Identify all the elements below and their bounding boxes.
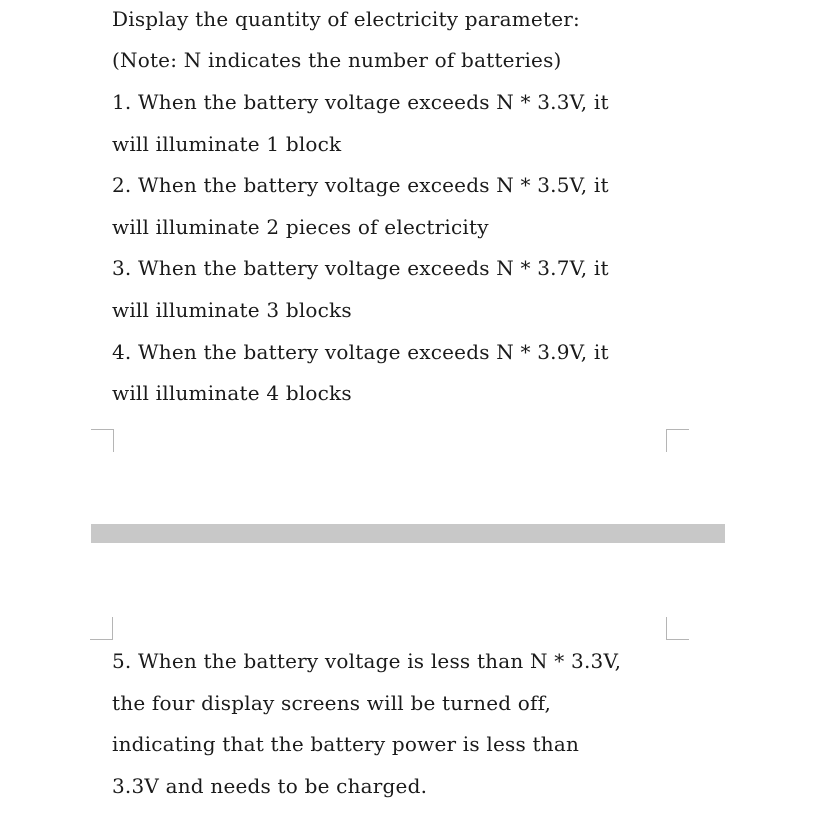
- page-break-gap: [91, 524, 725, 543]
- margin-corner-mark: [666, 617, 689, 640]
- page1-line-1: Display the quantity of electricity parameter:: [112, 7, 580, 31]
- page2-line-3: indicating that the battery power is less than: [112, 732, 580, 756]
- page2-line-4: 3.3V and needs to be charged.: [112, 774, 428, 798]
- page1-line-3: 1. When the battery voltage exceeds N * 3.3V, it: [112, 90, 609, 114]
- margin-corner-mark: [91, 429, 114, 452]
- margin-corner-mark: [90, 617, 113, 640]
- page1-line-6: will illuminate 2 pieces of electricity: [112, 215, 489, 239]
- page1-line-7: 3. When the battery voltage exceeds N * 3.7V, it: [112, 256, 609, 280]
- page2-line-1: 5. When the battery voltage is less than N * 3.3V,: [112, 649, 622, 673]
- page1-line-2: (Note: N indicates the number of batteries): [112, 48, 562, 72]
- page1-line-9: 4. When the battery voltage exceeds N * 3.9V, it: [112, 340, 609, 364]
- page1-line-5: 2. When the battery voltage exceeds N * 3.5V, it: [112, 173, 609, 197]
- page1-line-4: will illuminate 1 block: [112, 132, 342, 156]
- page1-line-8: will illuminate 3 blocks: [112, 298, 352, 322]
- margin-corner-mark: [666, 429, 689, 452]
- page2-line-2: the four display screens will be turned off,: [112, 691, 552, 715]
- page1-line-10: will illuminate 4 blocks: [112, 381, 352, 405]
